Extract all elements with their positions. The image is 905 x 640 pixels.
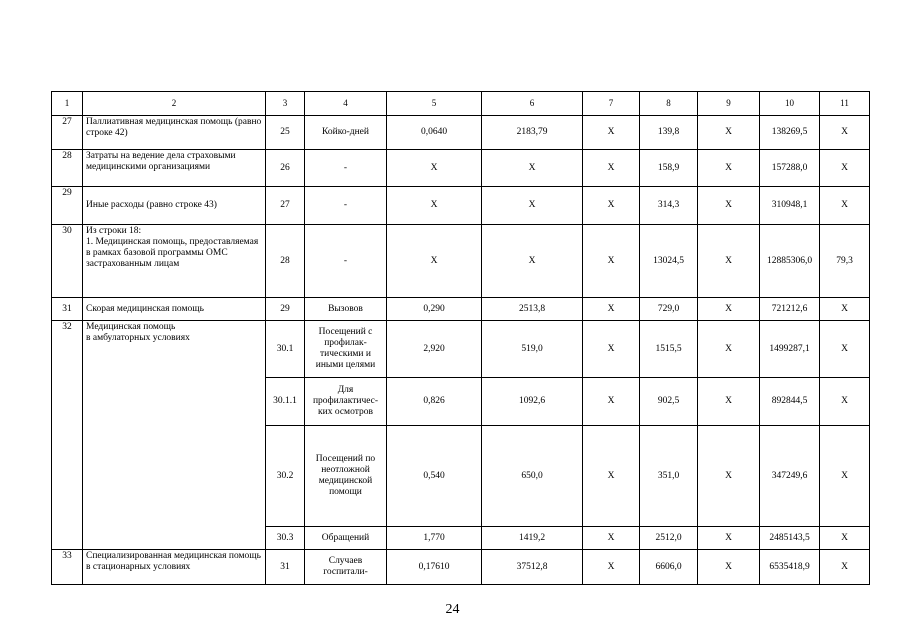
line-code: 30.3 [266, 527, 305, 550]
data-table [51, 91, 870, 585]
table-row [52, 187, 870, 225]
value-cell: X [387, 225, 482, 298]
value-cell: 729,0 [640, 298, 698, 321]
header-cell: 10 [760, 92, 820, 116]
header-row [52, 92, 870, 116]
row-number: 33 [52, 550, 83, 585]
row-number: 31 [52, 298, 83, 321]
value-cell: 2512,0 [640, 527, 698, 550]
row-name: Паллиативная медицинская помощь (равно строке 42) [83, 116, 266, 150]
value-cell: 0,17610 [387, 550, 482, 585]
value-cell: X [820, 378, 870, 426]
header-cell: 2 [83, 92, 266, 116]
value-cell: 0,290 [387, 298, 482, 321]
unit-cell: Посещений по неотложной медицинской помощи [305, 426, 387, 527]
header-cell: 1 [52, 92, 83, 116]
table-row [52, 298, 870, 321]
table-row [52, 550, 870, 585]
value-cell: X [583, 225, 640, 298]
unit-cell: Случаев госпитали- [305, 550, 387, 585]
line-code: 25 [266, 116, 305, 150]
row-name: Специализированная медицинская помощь в стационарных условиях [83, 550, 266, 585]
value-cell: X [820, 187, 870, 225]
value-cell: 0,826 [387, 378, 482, 426]
row-name: Затраты на ведение дела страховыми медицинскими организациями [83, 150, 266, 187]
value-cell: X [698, 378, 760, 426]
value-cell: X [698, 321, 760, 378]
value-cell: 6535418,9 [760, 550, 820, 585]
value-cell: 314,3 [640, 187, 698, 225]
value-cell: 347249,6 [760, 426, 820, 527]
value-cell: X [698, 426, 760, 527]
unit-cell: Для профилактичес-ких осмотров [305, 378, 387, 426]
value-cell: X [698, 527, 760, 550]
value-cell: X [583, 321, 640, 378]
value-cell: 1,770 [387, 527, 482, 550]
page-number: 24 [445, 602, 460, 617]
value-cell: 2513,8 [482, 298, 583, 321]
row-number: 29 [52, 187, 83, 225]
value-cell: 2485143,5 [760, 527, 820, 550]
value-cell: X [820, 527, 870, 550]
unit-cell: Вызовов [305, 298, 387, 321]
line-code: 30.1 [266, 321, 305, 378]
unit-cell: Обращений [305, 527, 387, 550]
value-cell: X [698, 225, 760, 298]
line-code: 27 [266, 187, 305, 225]
line-code: 26 [266, 150, 305, 187]
value-cell: 892844,5 [760, 378, 820, 426]
unit-cell: - [305, 187, 387, 225]
value-cell: X [387, 187, 482, 225]
value-cell: X [482, 225, 583, 298]
value-cell: 79,3 [820, 225, 870, 298]
value-cell: 721212,6 [760, 298, 820, 321]
value-cell: 0,0640 [387, 116, 482, 150]
value-cell: 519,0 [482, 321, 583, 378]
row-name: Из строки 18: 1. Медицинская помощь, предоставляемая в рамках базовой программы ОМС застрахованным лицам [83, 225, 266, 298]
value-cell: X [698, 150, 760, 187]
header-cell: 6 [482, 92, 583, 116]
value-cell: X [583, 378, 640, 426]
value-cell: 1092,6 [482, 378, 583, 426]
value-cell: 13024,5 [640, 225, 698, 298]
value-cell: X [698, 550, 760, 585]
unit-cell: Посещений с профилак-тическими и иными целями [305, 321, 387, 378]
value-cell: X [820, 298, 870, 321]
table-row [52, 150, 870, 187]
header-cell: 7 [583, 92, 640, 116]
value-cell: X [583, 187, 640, 225]
row-name: Медицинская помощь в амбулаторных условиях [83, 321, 266, 550]
header-cell: 4 [305, 92, 387, 116]
line-code: 29 [266, 298, 305, 321]
value-cell: 158,9 [640, 150, 698, 187]
line-code: 31 [266, 550, 305, 585]
value-cell: X [482, 150, 583, 187]
header-cell: 5 [387, 92, 482, 116]
value-cell: X [698, 298, 760, 321]
value-cell: 6606,0 [640, 550, 698, 585]
header-cell: 3 [266, 92, 305, 116]
table-row [52, 116, 870, 150]
value-cell: X [820, 550, 870, 585]
value-cell: 351,0 [640, 426, 698, 527]
value-cell: X [820, 116, 870, 150]
value-cell: 12885306,0 [760, 225, 820, 298]
value-cell: 139,8 [640, 116, 698, 150]
value-cell: 0,540 [387, 426, 482, 527]
value-cell: 157288,0 [760, 150, 820, 187]
value-cell: X [820, 426, 870, 527]
row-name: Иные расходы (равно строке 43) [83, 187, 266, 225]
value-cell: X [387, 150, 482, 187]
value-cell: X [583, 150, 640, 187]
value-cell: 310948,1 [760, 187, 820, 225]
value-cell: 902,5 [640, 378, 698, 426]
header-cell: 9 [698, 92, 760, 116]
value-cell: X [698, 187, 760, 225]
line-code: 30.1.1 [266, 378, 305, 426]
value-cell: 138269,5 [760, 116, 820, 150]
value-cell: 2183,79 [482, 116, 583, 150]
value-cell: 37512,8 [482, 550, 583, 585]
value-cell: X [583, 550, 640, 585]
row-name: Скорая медицинская помощь [83, 298, 266, 321]
unit-cell: - [305, 150, 387, 187]
unit-cell: - [305, 225, 387, 298]
table-row [52, 321, 870, 378]
unit-cell: Койко-дней [305, 116, 387, 150]
value-cell: 650,0 [482, 426, 583, 527]
header-cell: 8 [640, 92, 698, 116]
line-code: 28 [266, 225, 305, 298]
row-number: 30 [52, 225, 83, 298]
value-cell: X [698, 116, 760, 150]
value-cell: X [820, 321, 870, 378]
value-cell: X [583, 116, 640, 150]
row-number: 28 [52, 150, 83, 187]
value-cell: X [583, 298, 640, 321]
value-cell: X [583, 426, 640, 527]
value-cell: 1499287,1 [760, 321, 820, 378]
value-cell: X [583, 527, 640, 550]
value-cell: X [820, 150, 870, 187]
table-row [52, 225, 870, 298]
value-cell: 2,920 [387, 321, 482, 378]
value-cell: X [482, 187, 583, 225]
value-cell: 1419,2 [482, 527, 583, 550]
row-number: 32 [52, 321, 83, 550]
line-code: 30.2 [266, 426, 305, 527]
header-cell: 11 [820, 92, 870, 116]
row-number: 27 [52, 116, 83, 150]
value-cell: 1515,5 [640, 321, 698, 378]
